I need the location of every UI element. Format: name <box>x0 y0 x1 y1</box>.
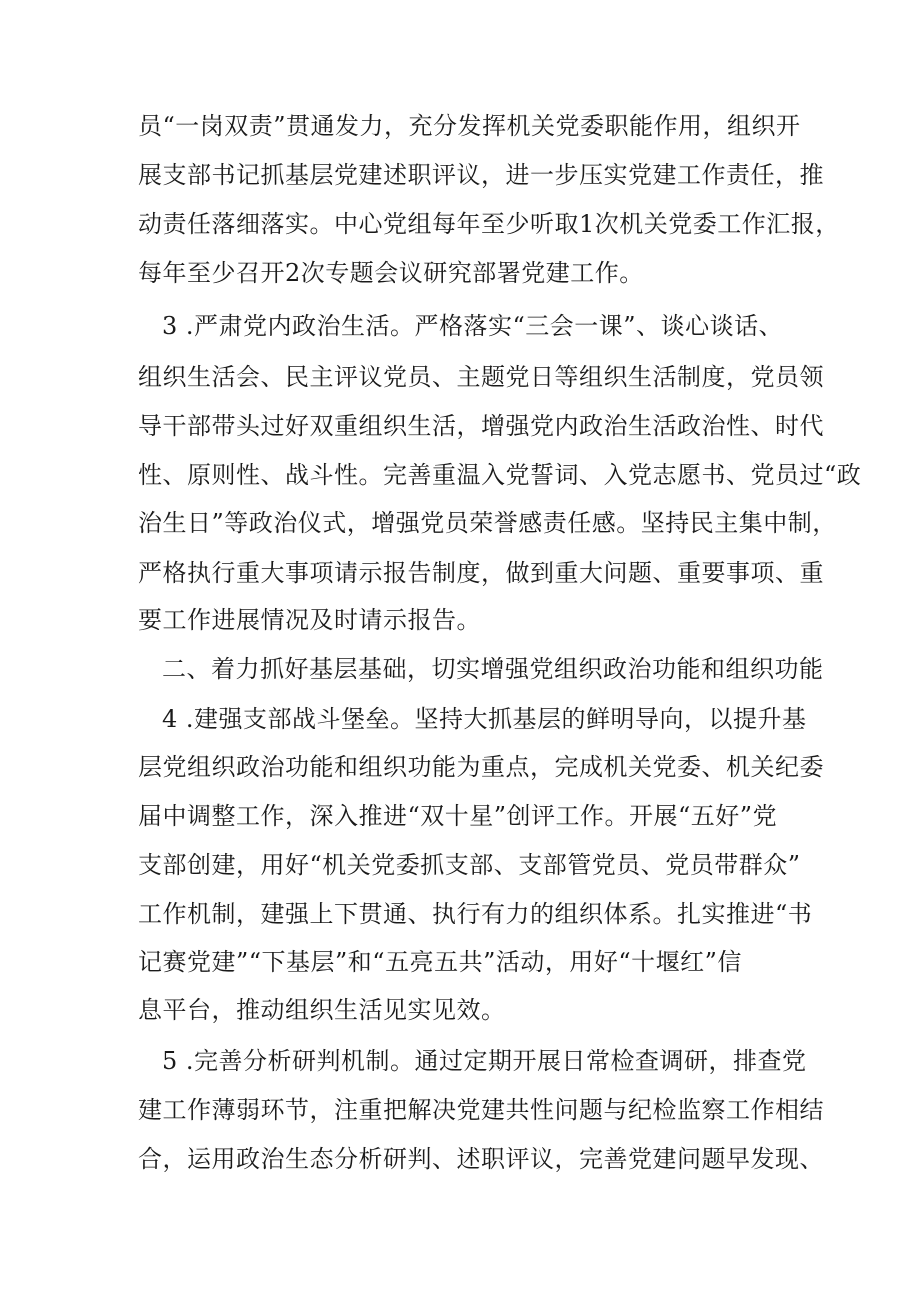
text-line: 合，运用政治生态分析研判、述职评议，完善党建问题早发现、 <box>138 1145 824 1173</box>
text-line: 导干部带头过好双重组织生活，增强党内政治生活政治性、时代 <box>138 412 824 440</box>
text-line: 严格执行重大事项请示报告制度，做到重大问题、重要事项、重 <box>138 559 824 587</box>
paragraph-5-first-line: 5 .完善分析研判机制。通过定期开展日常检查调研，排查党 <box>162 1047 807 1075</box>
section-heading: 二、着力抓好基层基础，切实增强党组织政治功能和组织功能 <box>162 655 824 683</box>
paragraph-4-first-line: 4 .建强支部战斗堡垒。坚持大抓基层的鲜明导向，以提升基 <box>162 705 807 733</box>
paragraph-3-first-line: 3 .严肃党内政治生活。严格落实“三会一课”、谈心谈话、 <box>162 312 784 340</box>
text-line: 记赛党建”“下基层”和“五亮五共”活动，用好“十堰红”信 <box>138 948 742 976</box>
text-line: 届中调整工作，深入推进“双十星”创评工作。开展“五好”党 <box>138 802 778 830</box>
text-line: 治生日”等政治仪式，增强党员荣誉感责任感。坚持民主集中制， <box>138 509 837 537</box>
text-line: 性、原则性、战斗性。完善重温入党誓词、入党志愿书、党员过“政 <box>138 461 862 489</box>
text-line: 组织生活会、民主评议党员、主题党日等组织生活制度，党员领 <box>138 363 824 391</box>
text-line: 动责任落细落实。中心党组每年至少听取1次机关党委工作汇报， <box>138 210 840 238</box>
text-line: 员“一岗双责”贯通发力，充分发挥机关党委职能作用，组织开 <box>138 112 801 140</box>
text-line: 每年至少召开2次专题会议研究部署党建工作。 <box>138 259 644 287</box>
text-line: 息平台，推动组织生活见实见效。 <box>138 996 506 1024</box>
text-line: 展支部书记抓基层党建述职评议，进一步压实党建工作责任，推 <box>138 161 824 189</box>
text-line: 建工作薄弱环节，注重把解决党建共性问题与纪检监察工作相结 <box>138 1096 824 1124</box>
text-line: 要工作进展情况及时请示报告。 <box>138 606 481 634</box>
text-line: 层党组织政治功能和组织功能为重点，完成机关党委、机关纪委 <box>138 753 824 781</box>
text-line: 工作机制，建强上下贯通、执行有力的组织体系。扎实推进“书 <box>138 900 813 928</box>
text-line: 支部创建，用好“机关党委抓支部、支部管党员、党员带群众” <box>138 851 801 879</box>
